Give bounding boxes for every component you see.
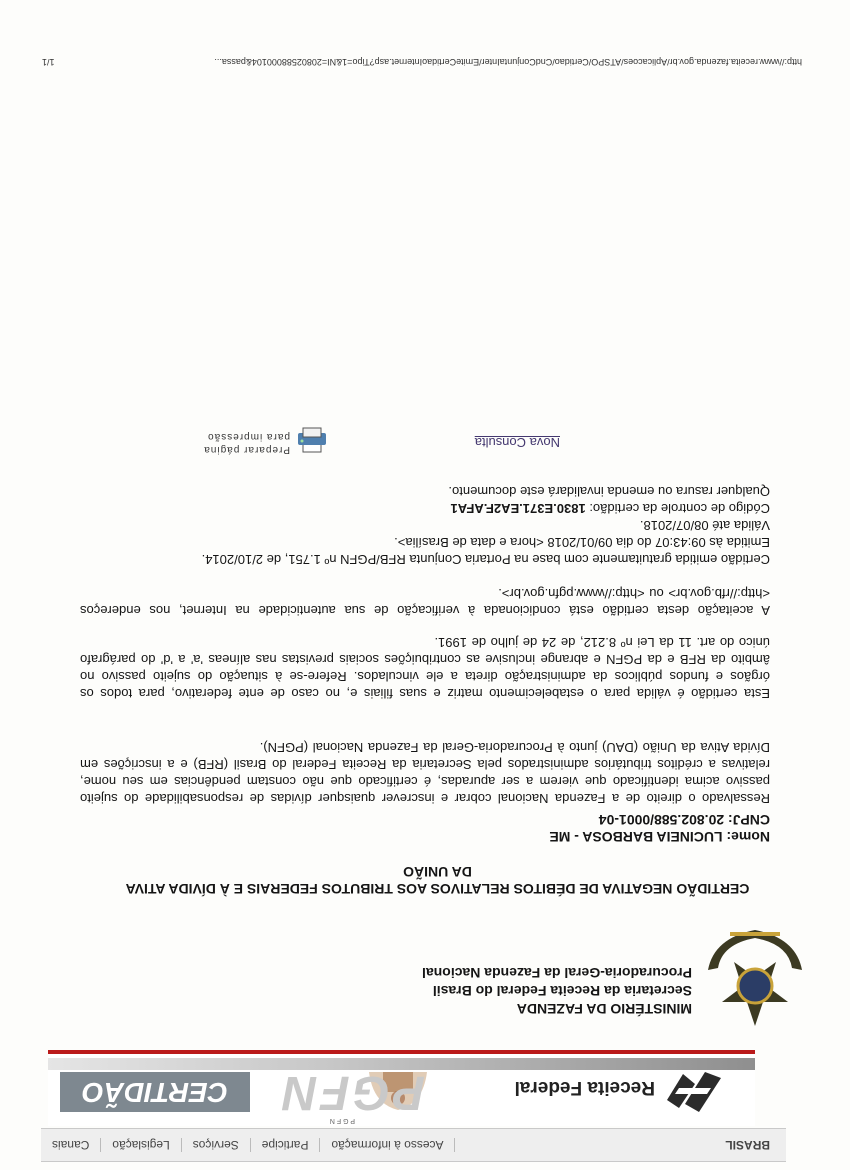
document-title — [85, 863, 790, 897]
print-page-count: 1/1 — [42, 57, 55, 67]
receita-federal-title: Receita Federal — [514, 1077, 655, 1098]
ministry-header — [50, 920, 810, 1030]
validity-scope-paragraph: Esta certidão é válida para o estabelecimento matriz e suas filiais e, no caso de ente federativo, para todos os órgãos e fundos públicos da administração direta a ele vinculados. Refere-se à situação do sujeito passivo no âmbito da RFB e da PGFN e abrange inclusive as contribuições sociais previstas nas alíneas 'a' a 'd' do parágrafo único do art. 11 da Lei nº 8.212, de 24 de julho de 1991. — [80, 635, 770, 701]
nav-canais[interactable]: Canais — [41, 1138, 101, 1152]
pgfn-wordmark: PGFN — [279, 1066, 425, 1119]
control-code-line — [50, 500, 770, 517]
issued-at: Emitida às 09:43:07 do dia 09/01/2018 <hora e data de Brasília>. — [394, 535, 770, 550]
certidao-label: CERTIDÃO — [60, 1072, 250, 1112]
print-header — [42, 57, 802, 67]
taxpayer-cnpj: CNPJ: 20.802.588/0001-04 — [598, 812, 770, 828]
taxpayer-name: Nome: LUCINEIA BARBOSA - ME — [549, 829, 770, 845]
document-title-line-1: CERTIDÃO NEGATIVA DE DÉBITOS RELATIVOS AOS TRIBUTOS FEDERAIS E À DÍVIDA ATIVA — [125, 881, 750, 897]
gov-nav-links — [41, 1138, 456, 1152]
rfb-name: Secretaria da Receita Federal do Brasil — [432, 983, 692, 999]
prepare-print-button[interactable] — [168, 420, 328, 458]
nav-participe[interactable]: Participe — [251, 1138, 321, 1152]
control-code-label: Código de controle da certidão: — [585, 501, 770, 516]
gov-nav-bar — [41, 1128, 786, 1162]
ministry-name: MINISTÉRIO DA FAZENDA — [516, 1001, 692, 1017]
prepare-print-line-2: para impressão — [207, 431, 290, 442]
taxpayer-identity — [549, 811, 770, 845]
nova-consulta-link[interactable]: Nova Consulta — [474, 435, 560, 450]
nav-servicos[interactable]: Serviços — [182, 1138, 251, 1152]
prepare-print-line-1: Preparar página — [203, 444, 290, 455]
pgfn-small-label: P G F N — [329, 1117, 355, 1124]
nav-acesso-informacao[interactable]: Acesso à informação — [320, 1138, 455, 1152]
print-url: http://www.receita.fazenda.gov.br/Aplicacoes/ATSPO/Certidao/CndConjuntaInter/EmiteCertidaoInternet.asp?Tipo=1&NI=20802588000104&passa... — [214, 57, 802, 67]
issued-basis: Certidão emitida gratuitamente com base na Portaria Conjunta RFB/PGFN nº 1.751, de 2/10/2014. — [201, 552, 770, 567]
tamper-note: Qualquer rasura ou emenda invalidará este documento. — [448, 484, 770, 499]
valid-until: Válida até 08/07/2018. — [639, 518, 770, 533]
nav-legislacao[interactable]: Legislação — [101, 1138, 181, 1152]
certification-paragraph: Ressalvado o direito de a Fazenda Nacional cobrar e inscrever quaisquer dívidas de responsabilidade do sujeito passivo acima identificado que vierem a ser apuradas, é certificado que não constam pendências em seu nome, relativas a créditos tributários administrados pela Secretaria da Receita Federal do Brasil (RFB) e a inscrições em Dívida Ativa da União (DAU) junto à Procuradoria-Geral da Fazenda Nacional (PGFN). — [80, 740, 770, 806]
printer-icon — [296, 426, 328, 454]
prepare-print-label — [203, 430, 290, 456]
coat-of-arms-icon — [700, 925, 810, 1030]
header-banner — [48, 1050, 755, 1126]
receita-federal-logo-icon — [663, 1068, 725, 1118]
pgfn-name: Procuradoria-Geral da Fazenda Nacional — [422, 965, 692, 981]
authenticity-paragraph: A aceitação desta certidão está condicionada à verificação de sua autenticidade na Internet, nos endereços <http://rfb.gov.br> ou <http://www.pgfn.gov.br>. — [80, 586, 770, 618]
control-code: 1830.E371.EA2F.AFA1 — [450, 501, 586, 516]
brasil-link[interactable]: BRASIL — [725, 1138, 770, 1152]
document-title-line-2: DA UNIÃO — [403, 864, 472, 880]
issue-details — [50, 483, 770, 568]
